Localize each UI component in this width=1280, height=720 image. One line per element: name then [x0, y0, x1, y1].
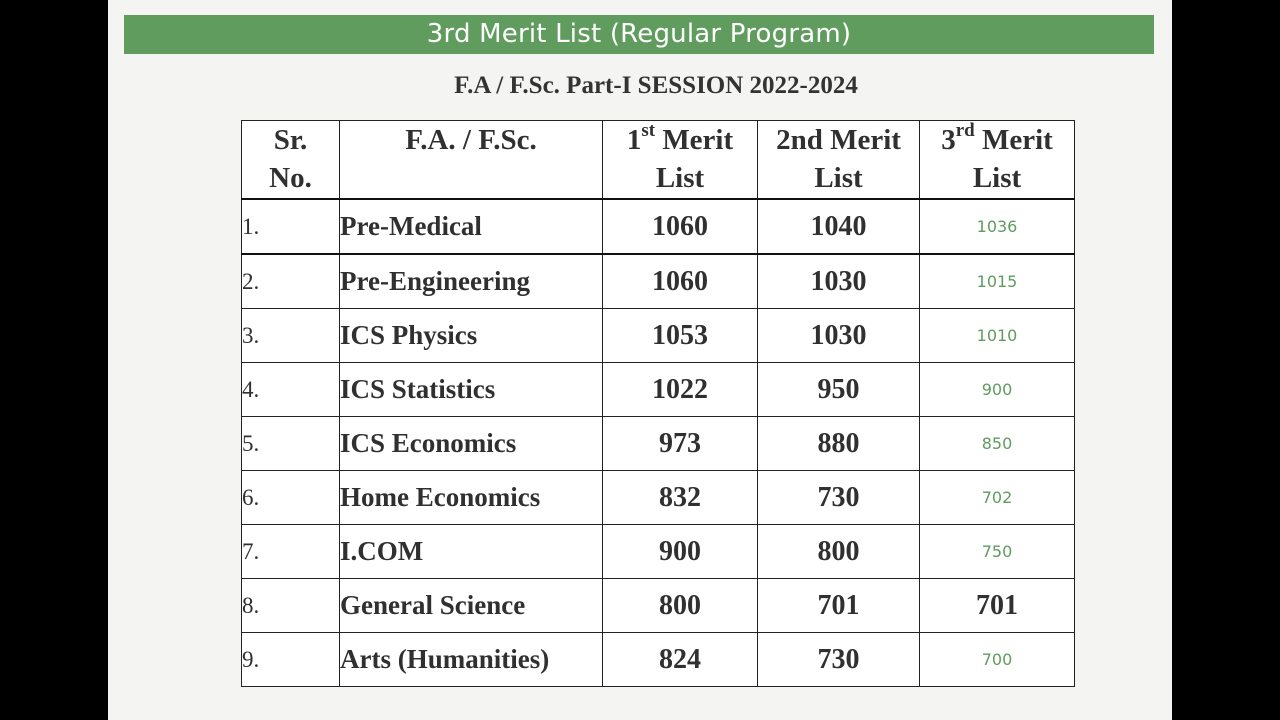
cell-program: ICS Economics	[340, 417, 603, 471]
cell-sr-no: 3.	[242, 309, 340, 363]
cell-sr-no: 2.	[242, 254, 340, 309]
cell-second-merit: 730	[758, 633, 920, 687]
cell-second-merit: 880	[758, 417, 920, 471]
header-program	[340, 121, 603, 200]
cell-first-merit: 973	[603, 417, 758, 471]
header-m3-sup: rd	[955, 120, 975, 142]
cell-third-merit: 750	[920, 525, 1075, 579]
cell-first-merit: 1022	[603, 363, 758, 417]
cell-third-merit: 1036	[920, 199, 1075, 254]
header-first-merit-list	[603, 121, 758, 200]
header-sr-line1: Sr.	[273, 124, 308, 156]
cell-third-merit: 702	[920, 471, 1075, 525]
header-m2-line1: 2nd Merit	[776, 124, 901, 156]
cell-third-merit: 701	[920, 579, 1075, 633]
cell-sr-no: 4.	[242, 363, 340, 417]
table-row	[242, 525, 1075, 579]
cell-first-merit: 1053	[603, 309, 758, 363]
header-m1-line2: List	[655, 162, 705, 194]
table-row	[242, 471, 1075, 525]
cell-second-merit: 950	[758, 363, 920, 417]
table-row	[242, 254, 1075, 309]
header-m1-word: Merit	[655, 124, 734, 156]
cell-program: Home Economics	[340, 471, 603, 525]
cell-program: General Science	[340, 579, 603, 633]
cell-first-merit: 900	[603, 525, 758, 579]
table-row	[242, 417, 1075, 471]
header-m1-num: 1	[626, 124, 642, 156]
cell-first-merit: 1060	[603, 254, 758, 309]
table-header-row	[242, 121, 1075, 200]
header-m2-line2: List	[814, 162, 863, 194]
table-row	[242, 363, 1075, 417]
cell-second-merit: 701	[758, 579, 920, 633]
cell-first-merit: 832	[603, 471, 758, 525]
cell-sr-no: 8.	[242, 579, 340, 633]
header-sr-line2: No.	[269, 162, 312, 194]
document-page	[108, 0, 1172, 720]
cell-third-merit: 900	[920, 363, 1075, 417]
cell-program: ICS Physics	[340, 309, 603, 363]
cell-program: Pre-Medical	[340, 199, 603, 254]
cell-second-merit: 1040	[758, 199, 920, 254]
cell-program: I.COM	[340, 525, 603, 579]
cell-program: Pre-Engineering	[340, 254, 603, 309]
cell-sr-no: 1.	[242, 199, 340, 254]
merit-list-banner: 3rd Merit List (Regular Program)	[124, 15, 1154, 54]
table-row	[242, 633, 1075, 687]
table-row	[242, 199, 1075, 254]
table-row	[242, 309, 1075, 363]
header-m3-word: Merit	[974, 124, 1053, 156]
header-m3-line2: List	[972, 162, 1022, 194]
header-program-label: F.A. / F.Sc.	[405, 124, 537, 156]
table-row	[242, 579, 1075, 633]
cell-first-merit: 1060	[603, 199, 758, 254]
header-sr-no	[242, 121, 340, 200]
header-third-merit-list	[920, 121, 1075, 200]
merit-table	[241, 120, 1075, 687]
cell-first-merit: 824	[603, 633, 758, 687]
cell-second-merit: 1030	[758, 254, 920, 309]
cell-third-merit: 1010	[920, 309, 1075, 363]
cell-sr-no: 9.	[242, 633, 340, 687]
cell-program: ICS Statistics	[340, 363, 603, 417]
session-title: F.A / F.Sc. Part-I SESSION 2022-2024	[454, 72, 858, 99]
header-second-merit-list	[758, 121, 920, 200]
cell-sr-no: 5.	[242, 417, 340, 471]
cell-second-merit: 800	[758, 525, 920, 579]
cell-third-merit: 850	[920, 417, 1075, 471]
cell-third-merit: 1015	[920, 254, 1075, 309]
header-m3-num: 3	[941, 124, 956, 156]
header-m1-sup: st	[641, 120, 656, 142]
cell-sr-no: 6.	[242, 471, 340, 525]
cell-second-merit: 1030	[758, 309, 920, 363]
cell-program: Arts (Humanities)	[340, 633, 603, 687]
cell-third-merit: 700	[920, 633, 1075, 687]
cell-sr-no: 7.	[242, 525, 340, 579]
cell-second-merit: 730	[758, 471, 920, 525]
cell-first-merit: 800	[603, 579, 758, 633]
